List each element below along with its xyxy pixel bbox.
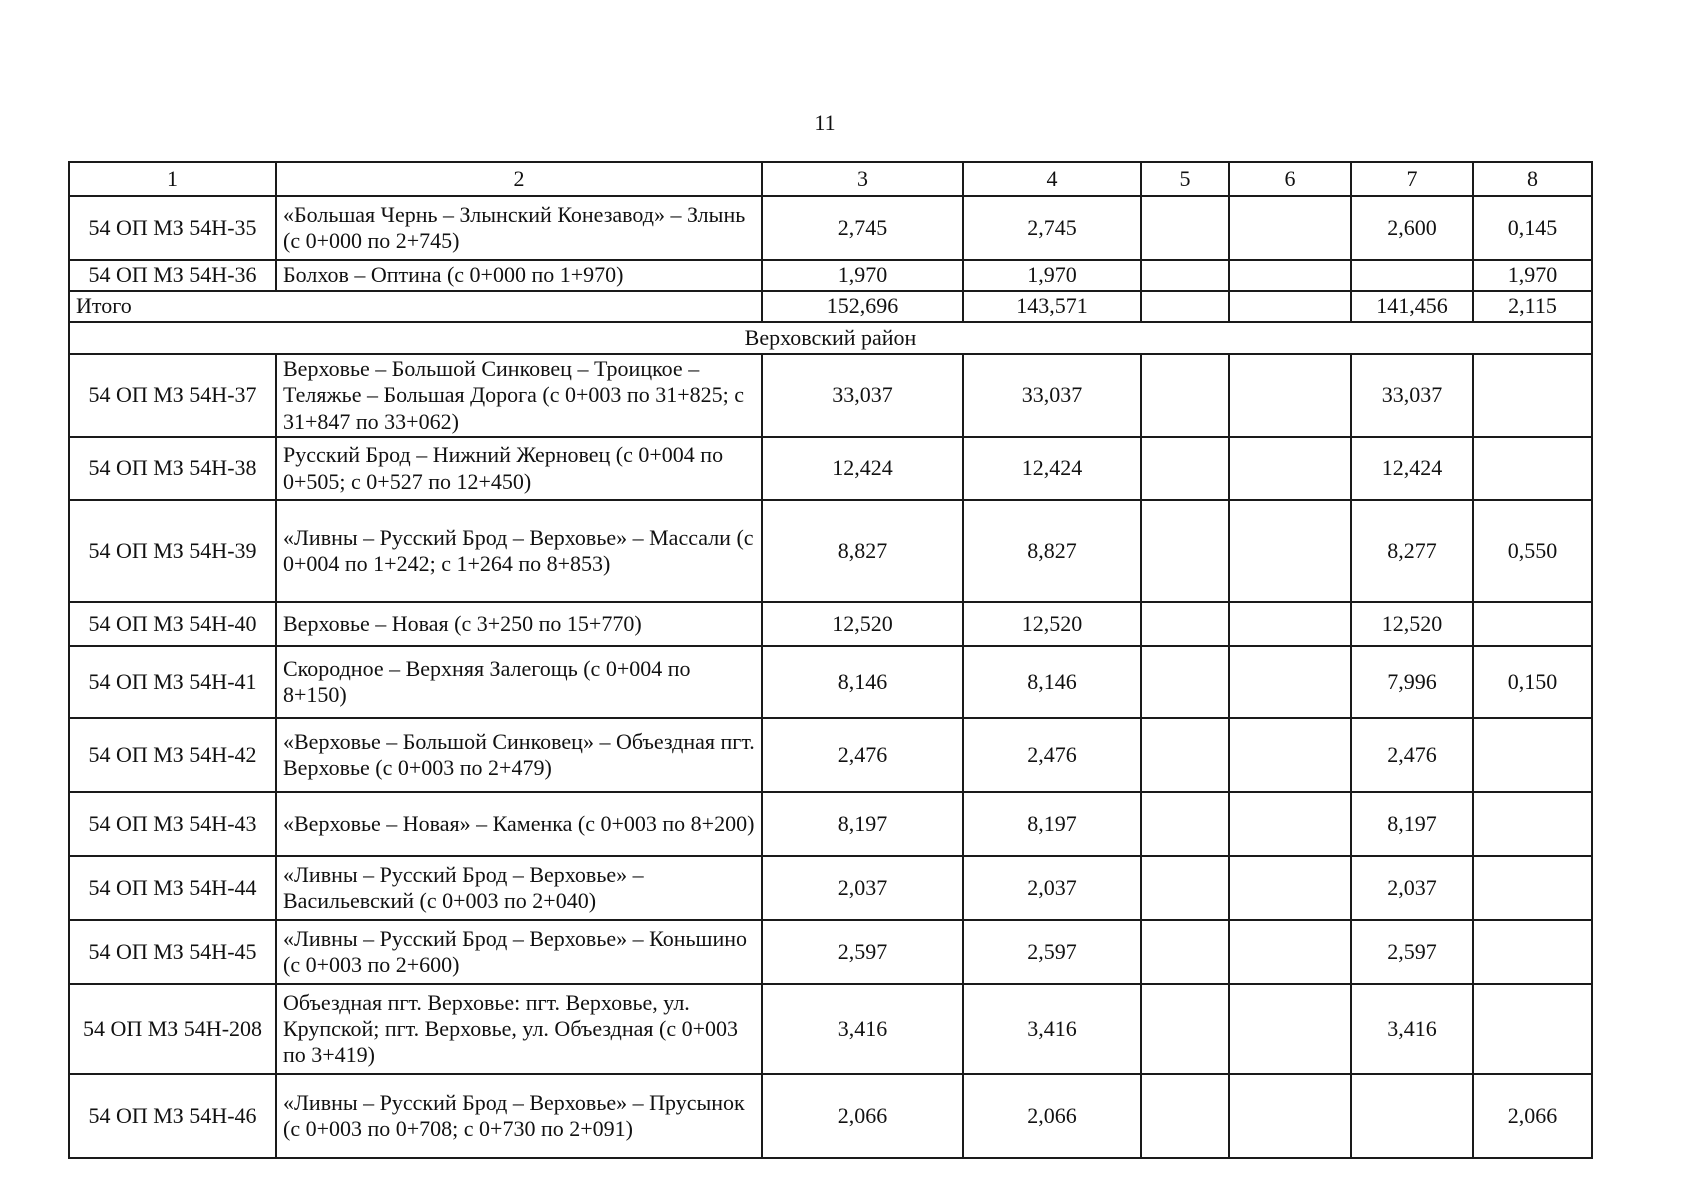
col-3-value: 2,066 <box>762 1074 963 1158</box>
col-3-value: 8,146 <box>762 646 963 718</box>
road-name: Болхов – Оптина (с 0+000 по 1+970) <box>276 260 762 291</box>
col-4-value: 8,146 <box>963 646 1141 718</box>
col-6-value <box>1229 984 1351 1074</box>
col-4-value: 33,037 <box>963 354 1141 437</box>
total-label: Итого <box>69 291 762 322</box>
road-name: «Верховье – Новая» – Каменка (с 0+003 по 8+200) <box>276 792 762 856</box>
col-6-value <box>1229 500 1351 602</box>
col-8-value <box>1473 792 1592 856</box>
total-row <box>69 291 1592 322</box>
table-row <box>69 196 1592 260</box>
col-3-value: 2,597 <box>762 920 963 984</box>
col-6-value <box>1229 718 1351 792</box>
col-6-value <box>1229 646 1351 718</box>
road-name: «Ливны – Русский Брод – Верховье» – Массали (с 0+004 по 1+242; с 1+264 по 8+853) <box>276 500 762 602</box>
road-name: Объездная пгт. Верховье: пгт. Верховье, ул. Крупской; пгт. Верховье, ул. Объездная (с 0+003 по 3+419) <box>276 984 762 1074</box>
col-8-value: 1,970 <box>1473 260 1592 291</box>
road-code: 54 ОП МЗ 54Н-35 <box>69 196 276 260</box>
col-8-value <box>1473 718 1592 792</box>
col-7-value: 12,424 <box>1351 437 1473 500</box>
header-cell: 3 <box>762 162 963 196</box>
header-cell: 7 <box>1351 162 1473 196</box>
col-3-value: 2,037 <box>762 856 963 920</box>
road-code: 54 ОП МЗ 54Н-36 <box>69 260 276 291</box>
col-3-value: 12,424 <box>762 437 963 500</box>
col-8-value: 2,066 <box>1473 1074 1592 1158</box>
road-code: 54 ОП МЗ 54Н-43 <box>69 792 276 856</box>
header-cell: 6 <box>1229 162 1351 196</box>
col-7-value <box>1351 1074 1473 1158</box>
col-6-value <box>1229 792 1351 856</box>
col-4-value: 12,424 <box>963 437 1141 500</box>
table-row <box>69 856 1592 920</box>
table-row <box>69 920 1592 984</box>
col-8-value <box>1473 602 1592 646</box>
road-code: 54 ОП МЗ 54Н-40 <box>69 602 276 646</box>
col-8-value <box>1473 437 1592 500</box>
col-3-value: 8,827 <box>762 500 963 602</box>
total-col-7: 141,456 <box>1351 291 1473 322</box>
col-5-value <box>1141 856 1229 920</box>
header-cell: 1 <box>69 162 276 196</box>
col-3-value: 12,520 <box>762 602 963 646</box>
road-name: «Ливны – Русский Брод – Верховье» – Прусынок (с 0+003 по 0+708; с 0+730 по 2+091) <box>276 1074 762 1158</box>
col-5-value <box>1141 792 1229 856</box>
col-6-value <box>1229 260 1351 291</box>
road-name: «Верховье – Большой Синковец» – Объездная пгт. Верховье (с 0+003 по 2+479) <box>276 718 762 792</box>
col-7-value: 8,277 <box>1351 500 1473 602</box>
col-4-value: 2,476 <box>963 718 1141 792</box>
col-7-value: 3,416 <box>1351 984 1473 1074</box>
table-row <box>69 792 1592 856</box>
table-row <box>69 646 1592 718</box>
district-heading: Верховский район <box>69 322 1592 354</box>
col-6-value <box>1229 602 1351 646</box>
road-code: 54 ОП МЗ 54Н-38 <box>69 437 276 500</box>
road-code: 54 ОП МЗ 54Н-46 <box>69 1074 276 1158</box>
col-3-value: 33,037 <box>762 354 963 437</box>
col-3-value: 8,197 <box>762 792 963 856</box>
col-3-value: 3,416 <box>762 984 963 1074</box>
col-7-value: 8,197 <box>1351 792 1473 856</box>
table-row <box>69 984 1592 1074</box>
header-row <box>69 162 1592 196</box>
col-6-value <box>1229 354 1351 437</box>
col-4-value: 3,416 <box>963 984 1141 1074</box>
col-8-value <box>1473 920 1592 984</box>
col-5-value <box>1141 920 1229 984</box>
road-code: 54 ОП МЗ 54Н-42 <box>69 718 276 792</box>
table-row <box>69 500 1592 602</box>
total-col-5 <box>1141 291 1229 322</box>
road-code: 54 ОП МЗ 54Н-208 <box>69 984 276 1074</box>
col-3-value: 1,970 <box>762 260 963 291</box>
table-row <box>69 718 1592 792</box>
col-7-value: 33,037 <box>1351 354 1473 437</box>
road-code: 54 ОП МЗ 54Н-45 <box>69 920 276 984</box>
header-cell: 4 <box>963 162 1141 196</box>
col-5-value <box>1141 646 1229 718</box>
road-name: «Ливны – Русский Брод – Верховье» – Коньшино (с 0+003 по 2+600) <box>276 920 762 984</box>
header-cell: 5 <box>1141 162 1229 196</box>
table-row <box>69 602 1592 646</box>
total-col-3: 152,696 <box>762 291 963 322</box>
road-code: 54 ОП МЗ 54Н-41 <box>69 646 276 718</box>
total-col-8: 2,115 <box>1473 291 1592 322</box>
road-name: «Большая Чернь – Злынский Конезавод» – Злынь (с 0+000 по 2+745) <box>276 196 762 260</box>
col-5-value <box>1141 196 1229 260</box>
col-5-value <box>1141 602 1229 646</box>
table-row <box>69 354 1592 437</box>
road-name: Скородное – Верхняя Залегощь (с 0+004 по 8+150) <box>276 646 762 718</box>
col-4-value: 2,037 <box>963 856 1141 920</box>
col-8-value: 0,550 <box>1473 500 1592 602</box>
col-4-value: 12,520 <box>963 602 1141 646</box>
col-6-value <box>1229 920 1351 984</box>
table-row <box>69 437 1592 500</box>
district-row <box>69 322 1592 354</box>
road-code: 54 ОП МЗ 54Н-39 <box>69 500 276 602</box>
col-7-value: 7,996 <box>1351 646 1473 718</box>
col-7-value: 2,600 <box>1351 196 1473 260</box>
total-col-6 <box>1229 291 1351 322</box>
roads-table <box>68 161 1593 1159</box>
road-code: 54 ОП МЗ 54Н-44 <box>69 856 276 920</box>
table-row <box>69 1074 1592 1158</box>
road-name: Русский Брод – Нижний Жерновец (с 0+004 по 0+505; с 0+527 по 12+450) <box>276 437 762 500</box>
page-number: 11 <box>814 110 836 135</box>
col-5-value <box>1141 354 1229 437</box>
col-5-value <box>1141 260 1229 291</box>
col-5-value <box>1141 984 1229 1074</box>
road-name: «Ливны – Русский Брод – Верховье» – Васильевский (с 0+003 по 2+040) <box>276 856 762 920</box>
total-col-4: 143,571 <box>963 291 1141 322</box>
col-3-value: 2,476 <box>762 718 963 792</box>
col-5-value <box>1141 1074 1229 1158</box>
road-name: Верховье – Новая (с 3+250 по 15+770) <box>276 602 762 646</box>
col-7-value: 2,037 <box>1351 856 1473 920</box>
col-4-value: 2,597 <box>963 920 1141 984</box>
col-5-value <box>1141 437 1229 500</box>
col-7-value: 2,476 <box>1351 718 1473 792</box>
col-8-value <box>1473 856 1592 920</box>
col-6-value <box>1229 1074 1351 1158</box>
header-cell: 8 <box>1473 162 1592 196</box>
col-7-value <box>1351 260 1473 291</box>
col-6-value <box>1229 196 1351 260</box>
col-4-value: 2,745 <box>963 196 1141 260</box>
col-4-value: 8,197 <box>963 792 1141 856</box>
col-3-value: 2,745 <box>762 196 963 260</box>
col-6-value <box>1229 856 1351 920</box>
col-7-value: 12,520 <box>1351 602 1473 646</box>
col-8-value: 0,150 <box>1473 646 1592 718</box>
road-name: Верховье – Большой Синковец – Троицкое – Теляжье – Большая Дорога (с 0+003 по 31+825; с 31+847 по 33+062) <box>276 354 762 437</box>
col-7-value: 2,597 <box>1351 920 1473 984</box>
header-cell: 2 <box>276 162 762 196</box>
road-code: 54 ОП МЗ 54Н-37 <box>69 354 276 437</box>
col-8-value: 0,145 <box>1473 196 1592 260</box>
col-4-value: 1,970 <box>963 260 1141 291</box>
col-4-value: 2,066 <box>963 1074 1141 1158</box>
col-5-value <box>1141 500 1229 602</box>
col-8-value <box>1473 354 1592 437</box>
col-8-value <box>1473 984 1592 1074</box>
col-5-value <box>1141 718 1229 792</box>
col-4-value: 8,827 <box>963 500 1141 602</box>
col-6-value <box>1229 437 1351 500</box>
table-row <box>69 260 1592 291</box>
